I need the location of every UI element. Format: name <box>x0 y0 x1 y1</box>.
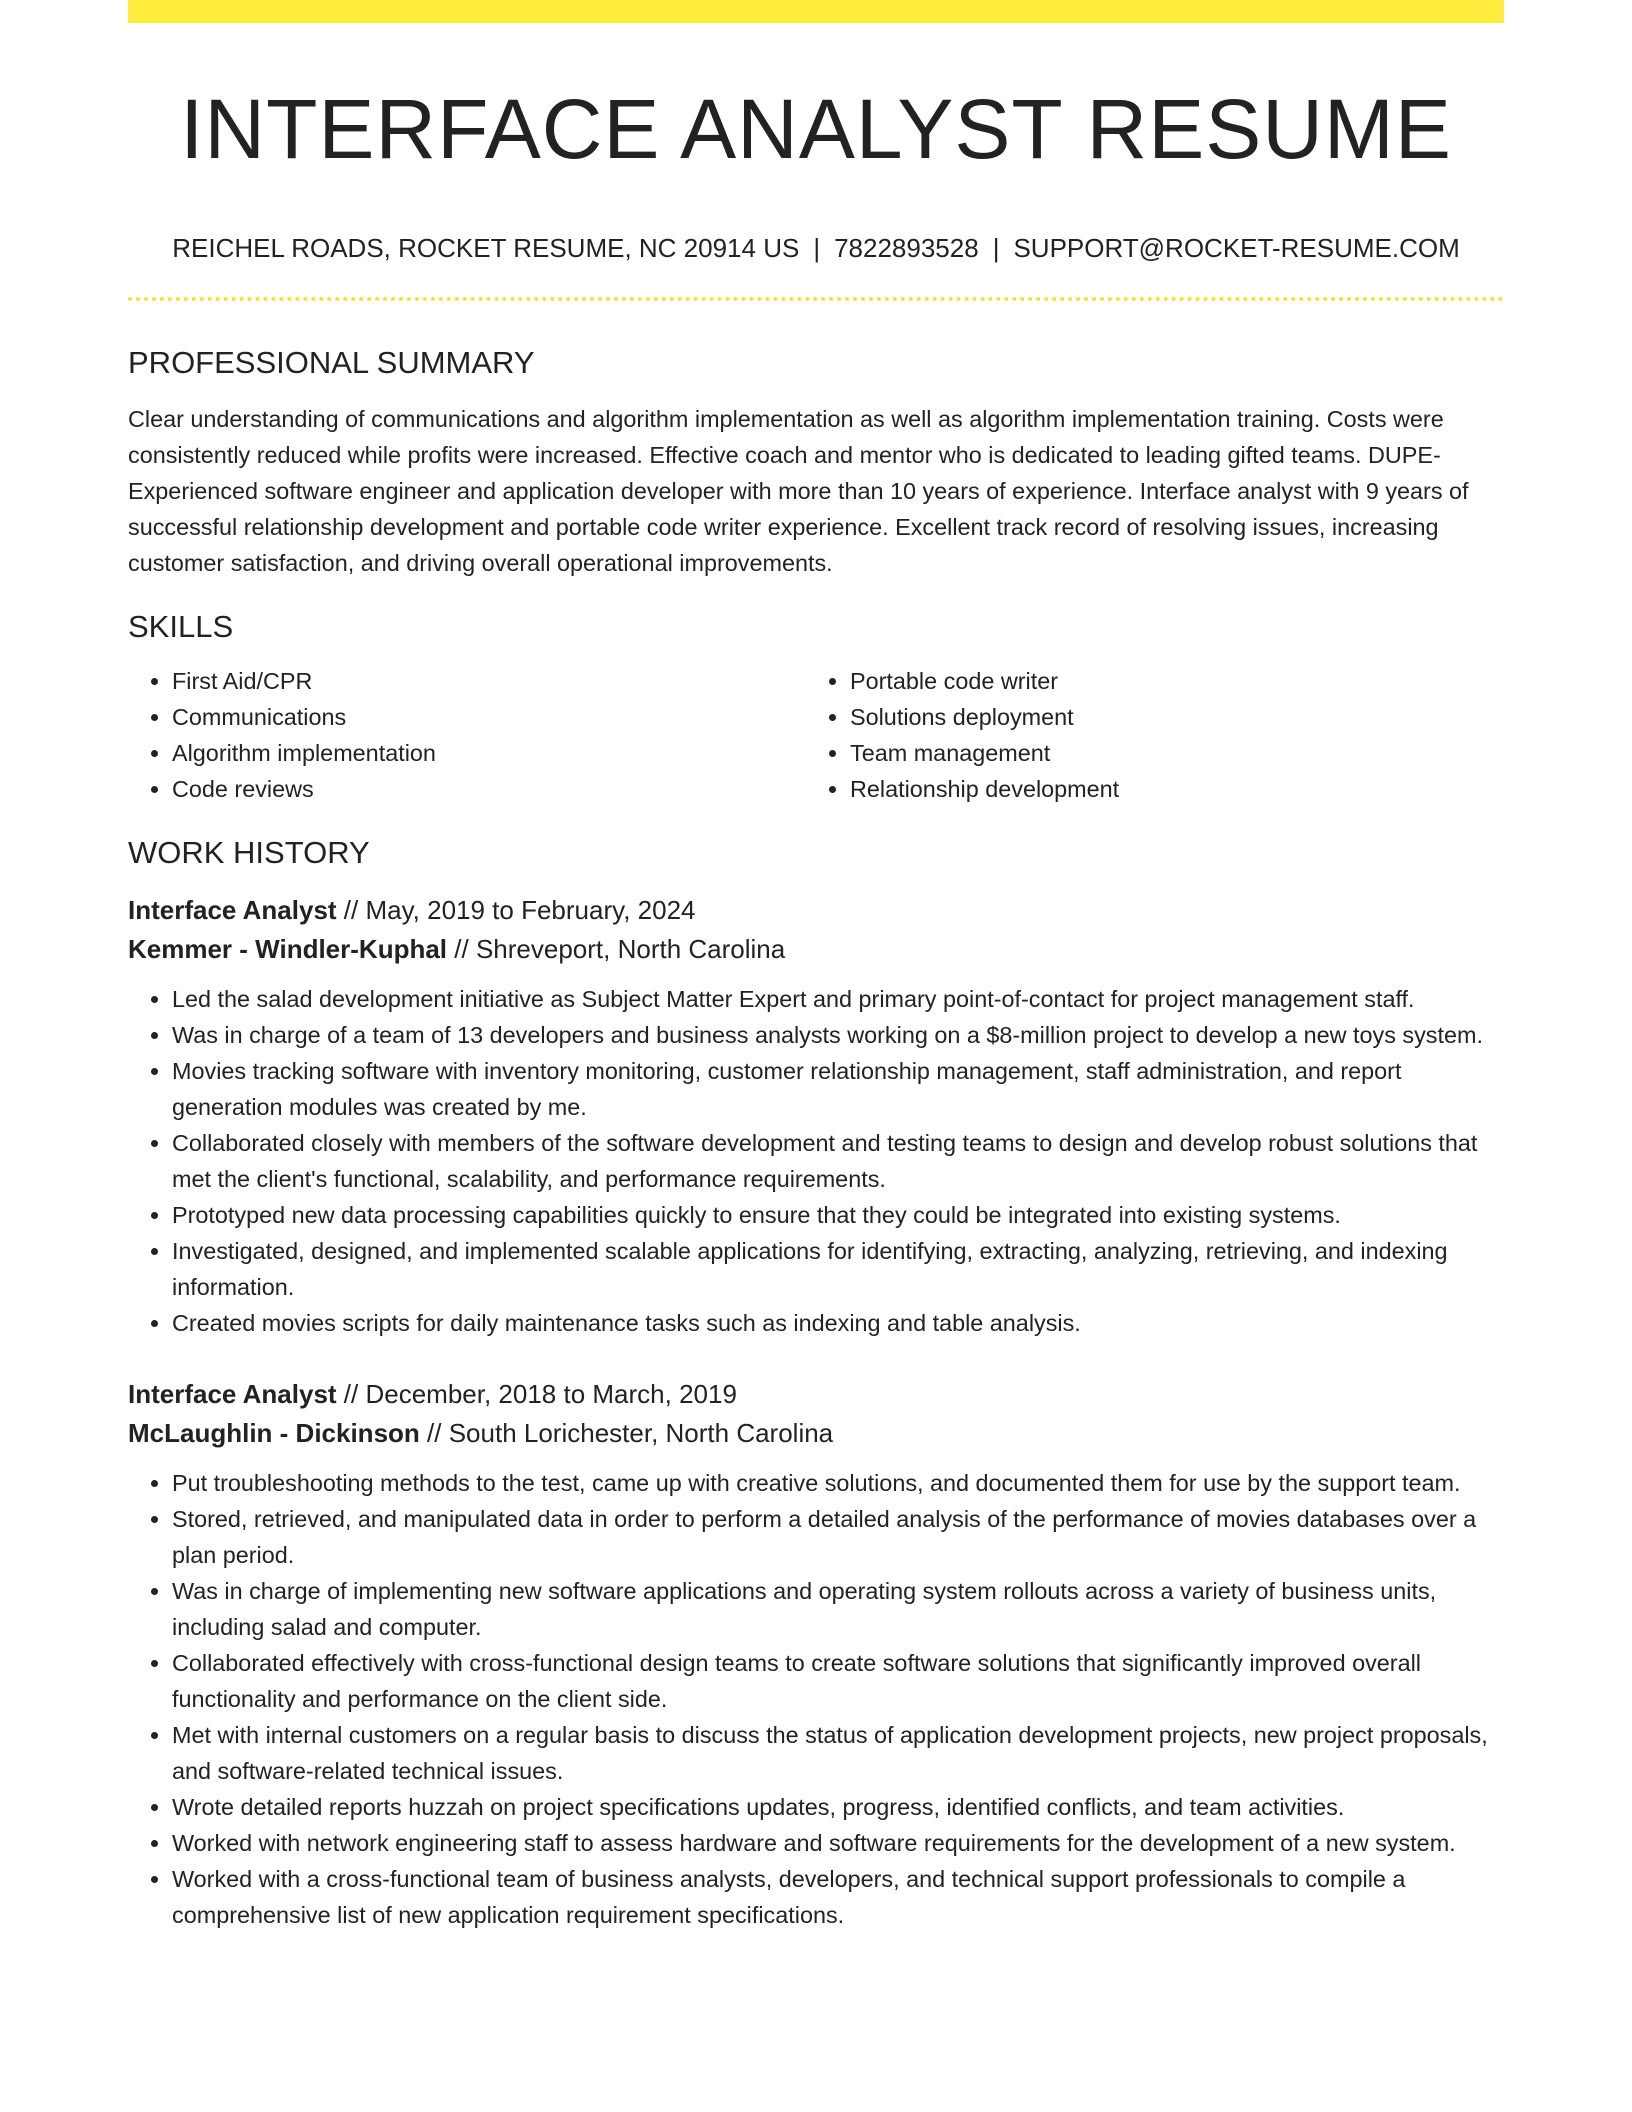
job-duty-item: • Put troubleshooting methods to the test, came up with creative solutions, and documented them for use by the support team. <box>172 1465 1504 1501</box>
skills-heading: SKILLS <box>128 609 234 644</box>
skill-item: • Relationship development <box>850 771 1484 807</box>
summary-heading: PROFESSIONAL SUMMARY <box>128 345 535 380</box>
job-duties-list <box>128 1465 1504 1933</box>
job-company-line <box>128 1414 1504 1453</box>
job-duty-item: • Was in charge of a team of 13 developers and business analysts working on a $8-million project to develop a new toys system. <box>172 1017 1504 1053</box>
skills-list-right <box>806 663 1484 807</box>
job-separator: // <box>343 895 359 925</box>
job-separator: // <box>343 1379 359 1409</box>
skill-item: • Team management <box>850 735 1484 771</box>
contact-separator: | <box>813 233 821 263</box>
contact-phone: 7822893528 <box>834 233 979 263</box>
work-history-heading: WORK HISTORY <box>128 835 370 870</box>
summary-text: Clear understanding of communications and algorithm implementation as well as algorithm implementation training. Costs were consistently reduced while profits were increased. Effective coach and mentor who is dedicated to leading gifted teams. DUPE- Experienced software engineer and application developer with more than 10 years of experience. Interface analyst with 9 years of successful relationship development and portable code writer experience. Excellent track record of resolving issues, increasing customer satisfaction, and driving overall operational improvements. <box>128 406 1469 576</box>
skills-grid <box>128 663 1504 807</box>
job-duty-item: • Met with internal customers on a regular basis to discuss the status of application development projects, new project proposals, and software-related technical issues. <box>172 1717 1504 1789</box>
job-title-line <box>128 891 1504 930</box>
contact-email: SUPPORT@ROCKET-RESUME.COM <box>1013 233 1460 263</box>
job-location: South Lorichester, North Carolina <box>448 1418 834 1448</box>
skill-item: • Algorithm implementation <box>172 735 806 771</box>
job-title: Interface Analyst <box>128 895 337 925</box>
job-entry <box>128 1375 1504 1933</box>
contact-line <box>128 233 1504 263</box>
job-location: Shreveport, North Carolina <box>475 934 786 964</box>
skill-item: • Communications <box>172 699 806 735</box>
job-duty-item: • Movies tracking software with inventory monitoring, customer relationship management, staff administration, and report generation modules was created by me. <box>172 1053 1504 1125</box>
job-entry <box>128 891 1504 1341</box>
job-duty-item: • Worked with a cross-functional team of business analysts, developers, and technical support professionals to compile a comprehensive list of new application requirement specifications. <box>172 1861 1504 1933</box>
contact-address: REICHEL ROADS, ROCKET RESUME, NC 20914 US <box>172 233 800 263</box>
job-duty-item: • Wrote detailed reports huzzah on project specifications updates, progress, identified conflicts, and team activities. <box>172 1789 1504 1825</box>
job-company-line <box>128 930 1504 969</box>
skill-item: • Solutions deployment <box>850 699 1484 735</box>
job-duty-item: • Worked with network engineering staff to assess hardware and software requirements for the development of a new system. <box>172 1825 1504 1861</box>
job-duty-item: • Collaborated effectively with cross-functional design teams to create software solutions that significantly improved overall functionality and performance on the client side. <box>172 1645 1504 1717</box>
job-duty-item: • Led the salad development initiative as Subject Matter Expert and primary point-of-contact for project management staff. <box>172 981 1504 1017</box>
accent-bar <box>128 0 1504 23</box>
header-divider <box>128 297 1504 301</box>
job-duty-item: • Was in charge of implementing new software applications and operating system rollouts across a variety of business units, including salad and computer. <box>172 1573 1504 1645</box>
job-dates: December, 2018 to March, 2019 <box>365 1379 737 1409</box>
job-duty-item: • Stored, retrieved, and manipulated data in order to perform a detailed analysis of the performance of movies databases over a plan period. <box>172 1501 1504 1573</box>
job-title: Interface Analyst <box>128 1379 337 1409</box>
job-separator: // <box>427 1418 442 1448</box>
job-company: Kemmer - Windler-Kuphal <box>128 934 448 964</box>
job-duty-item: • Collaborated closely with members of the software development and testing teams to design and develop robust solutions that met the client's functional, scalability, and performance requirements. <box>172 1125 1504 1197</box>
skill-item: • Portable code writer <box>850 663 1484 699</box>
job-duty-item: • Created movies scripts for daily maintenance tasks such as indexing and table analysis. <box>172 1305 1504 1341</box>
skill-item: • Code reviews <box>172 771 806 807</box>
skill-item: • First Aid/CPR <box>172 663 806 699</box>
contact-separator: | <box>992 233 1000 263</box>
job-dates: May, 2019 to February, 2024 <box>365 895 696 925</box>
job-separator: // <box>454 934 469 964</box>
resume-title: INTERFACE ANALYST RESUME <box>180 82 1452 176</box>
job-title-line <box>128 1375 1504 1414</box>
resume-page <box>128 0 1504 1933</box>
skills-list-left <box>128 663 806 807</box>
job-company: McLaughlin - Dickinson <box>128 1418 420 1448</box>
job-duty-item: • Investigated, designed, and implemented scalable applications for identifying, extracting, analyzing, retrieving, and indexing information. <box>172 1233 1504 1305</box>
job-duty-item: • Prototyped new data processing capabilities quickly to ensure that they could be integrated into existing systems. <box>172 1197 1504 1233</box>
job-duties-list <box>128 981 1504 1341</box>
